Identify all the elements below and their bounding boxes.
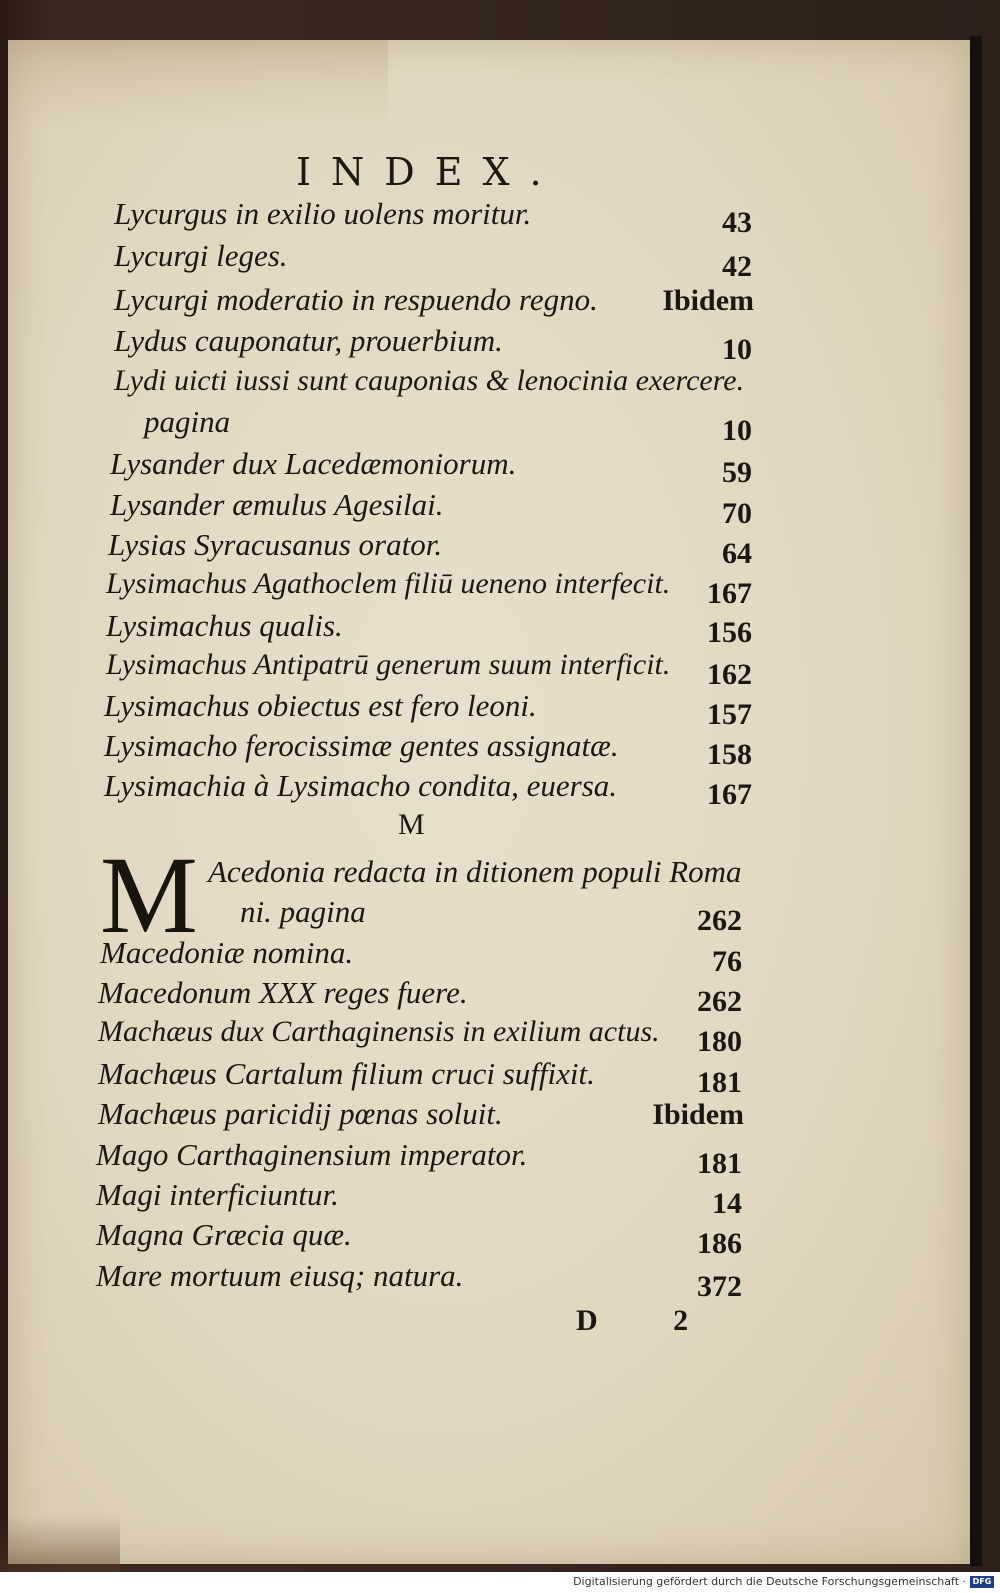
entry-page: Ibidem xyxy=(652,1098,744,1131)
entry-text: Macedonum XXX reges fuere. xyxy=(98,975,468,1010)
index-entry xyxy=(0,364,1000,404)
entry-page: 43 xyxy=(722,206,752,239)
entry-text: Lycurgi moderatio in respuendo regno. xyxy=(114,282,598,317)
index-entry xyxy=(0,323,1000,366)
entry-text: Machæus Cartalum filium cruci suffixit. xyxy=(98,1056,595,1091)
index-entry xyxy=(0,196,1000,239)
entry-text: Lysimacho ferocissimæ gentes assignatæ. xyxy=(104,728,619,763)
entry-page: 157 xyxy=(707,698,752,731)
index-entry xyxy=(0,728,1000,771)
entry-text: Machæus dux Carthaginensis in exilium actus. xyxy=(98,1015,660,1048)
index-entry xyxy=(0,446,1000,489)
entry-text: Lysander æmulus Agesilai. xyxy=(110,487,444,522)
entry-page: 14 xyxy=(712,1187,742,1220)
entry-text: Lysander dux Lacedæmoniorum. xyxy=(110,446,517,481)
entry-page: 42 xyxy=(722,250,752,283)
entry-page: 186 xyxy=(697,1227,742,1260)
signature-mark: D 2 xyxy=(576,1304,723,1337)
entry-text: Mago Carthaginensium imperator. xyxy=(96,1137,528,1172)
entry-text: Lysimachus Antipatrū generum suum interficit. xyxy=(106,648,671,681)
entry-text: Lysimachus obiectus est fero leoni. xyxy=(104,688,537,723)
entry-page: Ibidem xyxy=(662,284,754,317)
index-entry xyxy=(0,894,1000,937)
page-stain xyxy=(8,40,388,130)
page-corner-wear xyxy=(0,1515,120,1573)
index-entry xyxy=(0,935,1000,978)
entry-text: Lysias Syracusanus orator. xyxy=(108,527,443,562)
entry-text: Magi interficiuntur. xyxy=(96,1177,339,1212)
entry-text: Lysimachus qualis. xyxy=(106,608,343,643)
index-entry xyxy=(0,608,1000,648)
entry-page: 167 xyxy=(707,577,752,610)
entry-page: 262 xyxy=(697,904,742,937)
entry-text: Macedoniæ nomina. xyxy=(100,935,354,970)
index-entry xyxy=(0,282,1000,322)
entry-text: Lysimachus Agathoclem filiū ueneno interfecit. xyxy=(106,567,671,600)
index-entry xyxy=(0,1258,1000,1303)
drop-cap: M xyxy=(100,834,198,956)
entry-page: 10 xyxy=(722,414,752,447)
entry-page: 180 xyxy=(697,1025,742,1058)
index-entry xyxy=(0,404,1000,447)
entry-text: Machæus paricidij pœnas soluit. xyxy=(98,1096,503,1131)
index-entry xyxy=(0,527,1000,570)
index-entry xyxy=(0,768,1000,811)
entry-page: 70 xyxy=(722,497,752,530)
index-entry xyxy=(0,567,1000,610)
section-letter: M xyxy=(398,808,425,841)
index-entry xyxy=(0,1056,1000,1099)
entry-text: Lydi uicti iussi sunt cauponias & lenocinia exercere. xyxy=(114,364,745,397)
entry-page: 158 xyxy=(707,738,752,771)
entry-text: Lydus cauponatur, prouerbium. xyxy=(114,323,503,358)
index-entry xyxy=(0,1217,1000,1260)
entry-text: Lysimachia à Lysimacho condita, euersa. xyxy=(104,768,618,803)
entry-page: 59 xyxy=(722,456,752,489)
entry-text: Lycurgi leges. xyxy=(114,238,288,273)
index-entry xyxy=(0,1137,1000,1180)
index-entry xyxy=(0,854,1000,894)
entry-text: ni. pagina xyxy=(240,894,366,929)
entry-text: Magna Græcia quæ. xyxy=(96,1217,352,1252)
footer-text: Digitalisierung gefördert durch die Deutsche Forschungsgemeinschaft · xyxy=(573,1575,966,1588)
entry-page: 167 xyxy=(707,778,752,811)
entry-page: 181 xyxy=(697,1066,742,1099)
entry-page: 262 xyxy=(697,985,742,1018)
entry-page: 162 xyxy=(707,658,752,691)
index-entry xyxy=(0,1096,1000,1136)
entry-text: Lycurgus in exilio uolens moritur. xyxy=(114,196,532,231)
index-entry xyxy=(0,1015,1000,1058)
entry-text: Mare mortuum eiusq; natura. xyxy=(96,1258,464,1293)
index-entry xyxy=(0,648,1000,691)
index-entry xyxy=(0,1177,1000,1220)
entry-page: 372 xyxy=(697,1270,742,1303)
entry-page: 181 xyxy=(697,1147,742,1180)
dfg-logo-icon: DFG xyxy=(970,1576,994,1588)
entry-page: 10 xyxy=(722,333,752,366)
index-entry xyxy=(0,688,1000,731)
entry-text: pagina xyxy=(144,404,231,439)
entry-page: 64 xyxy=(722,537,752,570)
page-title: INDEX. xyxy=(296,150,562,194)
index-entry xyxy=(0,975,1000,1018)
entry-page: 156 xyxy=(707,616,752,649)
entry-page: 76 xyxy=(712,945,742,978)
entry-text: Acedonia redacta in ditionem populi Roma xyxy=(208,854,742,889)
index-entry xyxy=(0,238,1000,283)
digitization-footer xyxy=(0,1572,1000,1593)
index-entry xyxy=(0,487,1000,530)
